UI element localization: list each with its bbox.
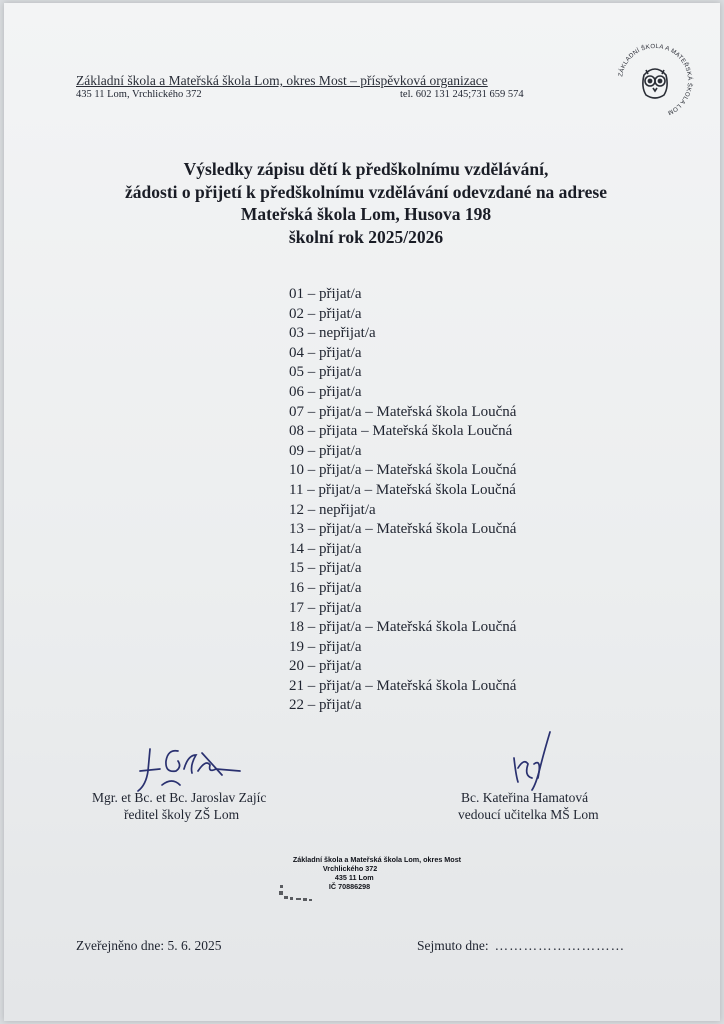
title-line-3: Mateřská škola Lom, Husova 198: [240, 204, 492, 224]
list-item: 22 – přijat/a: [289, 697, 362, 714]
school-address: 435 11 Lom, Vrchlického 372: [76, 89, 202, 100]
list-item: 04 – přijat/a: [289, 344, 362, 361]
document-title: [4, 158, 724, 248]
owl-icon: [643, 69, 667, 98]
list-item: 08 – přijata – Mateřská škola Loučná: [289, 423, 513, 440]
list-item: 20 – přijat/a: [289, 658, 362, 675]
removed-dots: ………………………: [494, 938, 626, 953]
teacher-role: vedoucí učitelka MŠ Lom: [458, 807, 599, 822]
director-name: Mgr. et Bc. et Bc. Jaroslav Zajíc: [92, 790, 267, 805]
list-item: 05 – přijat/a: [289, 364, 362, 381]
removed-date: [417, 938, 625, 954]
director-role: ředitel školy ZŠ Lom: [124, 807, 240, 822]
list-item: 01 – přijat/a: [289, 286, 362, 302]
list-item: 19 – přijat/a: [289, 638, 362, 655]
list-item: 12 – nepřijat/a: [289, 501, 376, 518]
logo-text: ZÁKLADNÍ ŠKOLA A MATEŘSKÁ ŠKOLA LOM: [617, 42, 694, 117]
stamp-line-2: Vrchlického 372: [322, 864, 378, 873]
list-item: 07 – přijat/a – Mateřská škola Loučná: [289, 403, 517, 420]
teacher-name: Bc. Kateřina Hamatová: [461, 790, 589, 805]
list-item: 15 – přijat/a: [289, 560, 362, 577]
list-item: 10 – přijat/a – Mateřská škola Loučná: [289, 462, 517, 479]
results-list: [289, 285, 516, 716]
list-item: 06 – přijat/a: [289, 383, 362, 400]
list-item: 09 – přijat/a: [289, 442, 362, 459]
list-item: 03 – nepřijat/a: [289, 325, 376, 342]
stamp-line-1: Základní škola a Mateřská škola Lom, okres Most: [292, 855, 462, 864]
list-item: 18 – přijat/a – Mateřská škola Loučná: [289, 619, 517, 636]
document-page: [4, 3, 720, 1021]
stamp-line-3: 435 11 Lom: [334, 873, 374, 882]
list-item: 16 – přijat/a: [289, 579, 362, 596]
published-date: Zveřejněno dne: 5. 6. 2025: [76, 938, 222, 953]
title-line-4: školní rok 2025/2026: [288, 226, 444, 247]
list-item: 17 – přijat/a: [289, 599, 362, 616]
list-item: 13 – přijat/a – Mateřská škola Loučná: [289, 521, 517, 538]
title-line-2: žádosti o přijetí k předškolnímu vzdělávání odevzdané na adrese: [125, 181, 607, 202]
list-item: 02 – přijat/a: [289, 305, 362, 322]
school-logo: [613, 39, 697, 123]
stamp-line-4: IČ 70886298: [328, 882, 371, 891]
stamp-smudge: [278, 883, 316, 905]
list-item: 11 – přijat/a – Mateřská škola Loučná: [289, 481, 516, 498]
removed-label: Sejmuto dne:: [417, 938, 489, 953]
list-item: 14 – přijat/a: [289, 540, 362, 557]
school-phone: tel. 602 131 245;731 659 574: [400, 89, 524, 100]
school-name: Základní škola a Mateřská škola Lom, okres Most – příspěvková organizace: [76, 73, 488, 88]
title-line-1: Výsledky zápisu dětí k předškolnímu vzdělávání,: [183, 159, 549, 179]
list-item: 21 – přijat/a – Mateřská škola Loučná: [289, 677, 517, 694]
